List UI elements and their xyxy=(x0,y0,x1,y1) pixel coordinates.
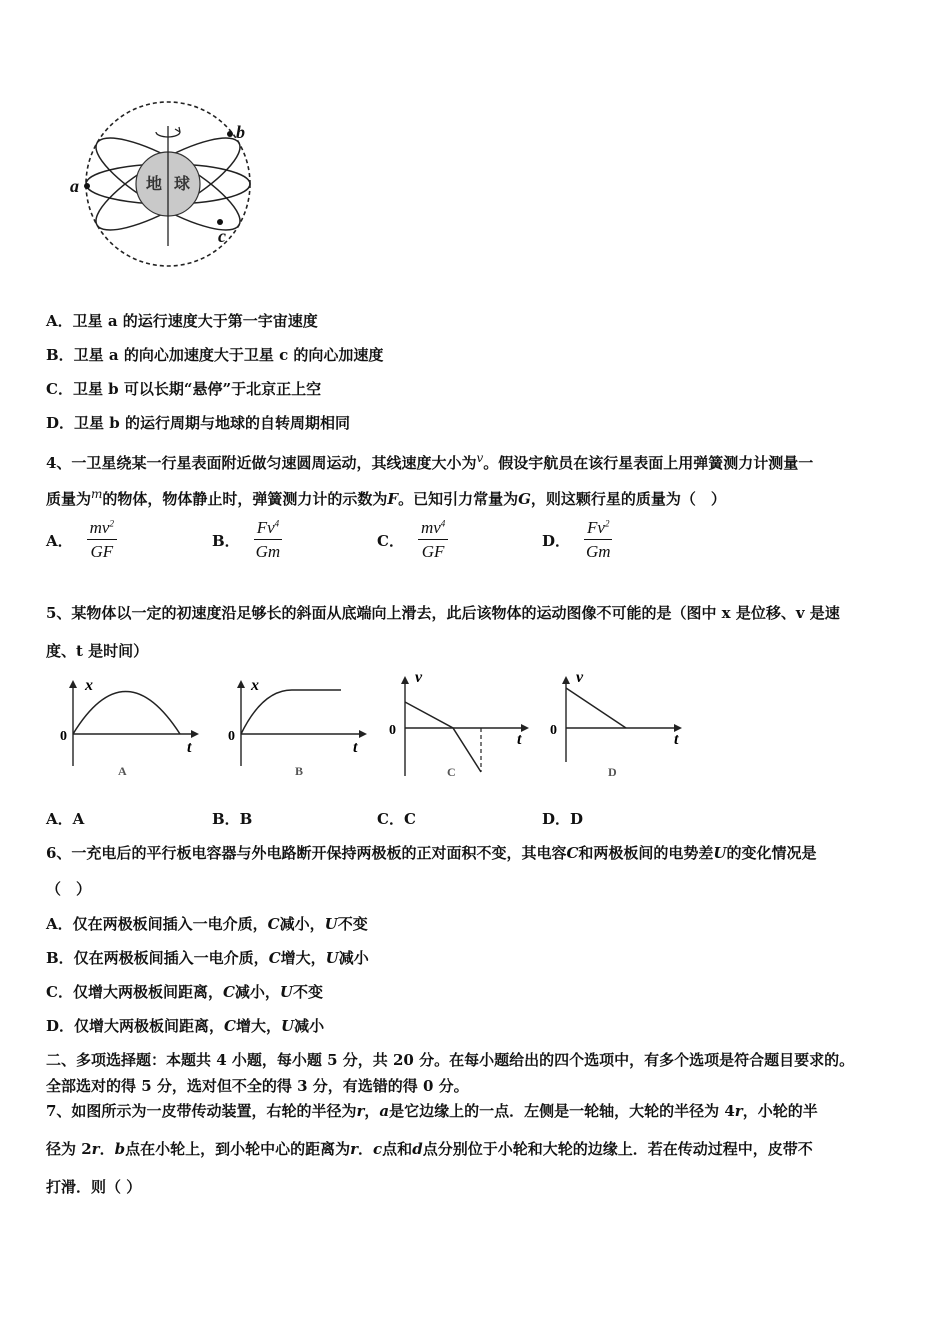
q6-option-c: C．仅增大两极板间距离，C减小，U不变 xyxy=(46,983,324,1001)
svg-text:D: D xyxy=(608,765,617,779)
q5-stem-line1: 5、某物体以一定的初速度沿足够长的斜面从底端向上滑去，此后该物体的运动图像不可能的是（图中 x 是位移、v 是速 xyxy=(46,604,840,622)
q5-stem-line2: 度、t 是时间） xyxy=(46,642,149,660)
svg-text:0: 0 xyxy=(550,723,557,738)
q3-option-c: C．卫星 b 可以长期“悬停”于北京正上空 xyxy=(46,380,322,398)
svg-text:B: B xyxy=(295,764,304,778)
q5-graph-b-curve xyxy=(241,690,341,734)
q4-option-a: A． $\frac{mv^2}{GF}$ xyxy=(46,518,117,562)
q5-graph-b xyxy=(223,674,373,784)
satellite-a-dot xyxy=(84,183,90,189)
q4-stem-line1: 4、一卫星绕某一行星表面附近做匀速圆周运动，其线速度大小为$^v$。假设宇航员在该行星表面上用弹簧测力计测量一 xyxy=(46,451,814,472)
section2-heading-line1: 二、多项选择题：本题共 4 小题，每小题 5 分，共 20 分。在每小题给出的四个选项中，有多个选项是符合题目要求的。 xyxy=(46,1051,855,1069)
section2-heading-line2: 全部选对的得 5 分，选对但不全的得 3 分，有选错的得 0 分。 xyxy=(46,1077,469,1095)
earth-label-2: 球 xyxy=(174,176,191,193)
earth-satellite-figure xyxy=(60,96,270,276)
q6-stem-line1: 6、一充电后的平行板电容器与外电路断开保持两极板的正对面积不变，其电容C和两极板间的电势差U的变化情况是 xyxy=(46,844,817,862)
satellite-a-label: a xyxy=(70,176,79,196)
svg-text:t: t xyxy=(517,731,522,748)
svg-text:0: 0 xyxy=(60,729,67,744)
q5-graph-d-line xyxy=(566,688,626,728)
svg-text:A: A xyxy=(118,764,127,778)
q5-option-c: C．C xyxy=(377,810,416,828)
satellite-b-label: b xyxy=(236,122,245,142)
q3-option-b: B．卫星 a 的向心加速度大于卫星 c 的向心加速度 xyxy=(46,346,384,364)
svg-text:t: t xyxy=(353,739,358,756)
q4-option-b-fraction: $\frac{Fv^4}{Gm}$ xyxy=(255,518,281,561)
q6-option-a: A．仅在两极板间插入一电介质，C减小，U不变 xyxy=(46,915,368,933)
q3-option-d: D．卫星 b 的运行周期与地球的自转周期相同 xyxy=(46,414,350,432)
q5-graph-a-curve xyxy=(73,692,180,735)
q5-graph-c xyxy=(385,666,535,784)
q4-option-b: B． $\frac{Fv^4}{Gm}$ xyxy=(212,518,281,561)
q6-option-d: D．仅增大两极板间距离，C增大，U减小 xyxy=(46,1017,325,1035)
q4-option-c-fraction: $\frac{mv^4}{GF}$ xyxy=(418,518,448,562)
q5-graph-d xyxy=(546,666,696,784)
svg-text:0: 0 xyxy=(228,729,235,744)
q6-option-b: B．仅在两极板间插入一电介质，C增大，U减小 xyxy=(46,949,369,967)
q5-graph-a xyxy=(55,674,205,784)
q4-option-a-fraction: $\frac{mv^2}{GF}$ xyxy=(87,518,117,562)
earth-label-1: 地 xyxy=(146,176,163,193)
q3-option-a: A．卫星 a 的运行速度大于第一宇宙速度 xyxy=(46,312,318,330)
svg-text:t: t xyxy=(674,731,679,748)
satellite-c-label: c xyxy=(218,226,226,246)
q4-option-d: D． $\frac{Fv^2}{Gm}$ xyxy=(542,518,611,561)
satellite-c-dot xyxy=(217,219,223,225)
q5-graph-c-line xyxy=(405,702,481,772)
svg-text:v: v xyxy=(415,669,423,686)
q4-option-c: C． $\frac{mv^4}{GF}$ xyxy=(377,518,448,562)
q5-option-b: B．B xyxy=(212,810,253,828)
q4-stem-line2: 质量为$^m$的物体，物体静止时，弹簧测力计的示数为F。已知引力常量为G，则这颗行星的质量为（ ） xyxy=(46,487,726,508)
q5-option-a: A．A xyxy=(46,810,85,828)
svg-text:x: x xyxy=(251,677,259,694)
svg-text:v: v xyxy=(576,669,584,686)
q5-option-d: D．D xyxy=(542,810,584,828)
q6-stem-line2: （ ） xyxy=(46,880,92,898)
q7-stem-line1: 7、如图所示为一皮带传动装置，右轮的半径为r，a是它边缘上的一点．左侧是一轮轴，大轮的半径为 4r，小轮的半 xyxy=(46,1102,818,1120)
svg-text:x: x xyxy=(85,677,93,694)
svg-text:t: t xyxy=(187,739,192,756)
satellite-b-dot xyxy=(227,131,233,137)
q4-option-d-fraction: $\frac{Fv^2}{Gm}$ xyxy=(585,518,611,561)
q7-stem-line2: 径为 2r．b点在小轮上，到小轮中心的距离为r．c点和d点分别位于小轮和大轮的边缘上．若在传动过程中，皮带不 xyxy=(46,1140,813,1158)
svg-text:C: C xyxy=(447,765,456,779)
q7-stem-line3: 打滑．则（ ） xyxy=(46,1178,142,1196)
svg-text:0: 0 xyxy=(389,723,396,738)
